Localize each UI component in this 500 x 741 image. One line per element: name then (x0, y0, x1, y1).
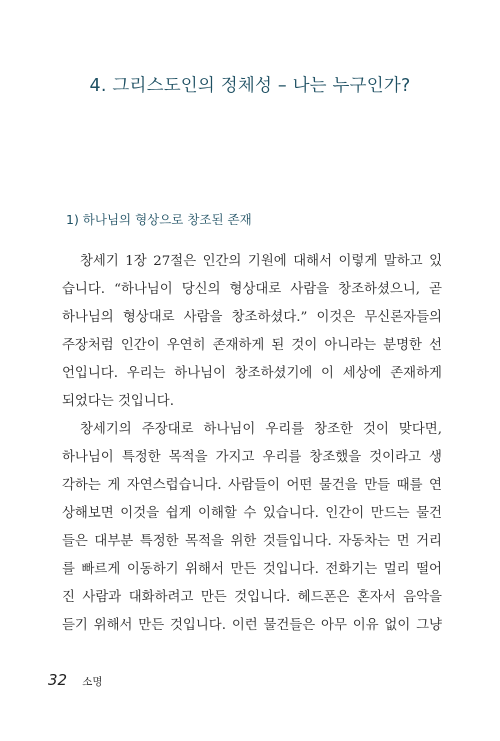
chapter-title: 4. 그리스도인의 정체성 – 나는 누구인가? (89, 76, 411, 96)
section-heading: 1) 하나님의 형상으로 창조된 존재 (66, 212, 252, 227)
paragraph-line: 듣기 위해서 만든 것입니다. 이런 물건들은 아무 이유 없이 그냥 (62, 618, 442, 633)
running-title: 소명 (82, 676, 103, 688)
paragraph-line: 주장처럼 인간이 우연히 존재하게 된 것이 아니라는 분명한 선 (62, 338, 442, 353)
paragraph-line: 창세기의 주장대로 하나님이 우리를 창조한 것이 맞다면, (80, 422, 442, 437)
page-footer (48, 670, 102, 689)
body-text (62, 248, 442, 640)
paragraph-line: 하나님이 특정한 목적을 가지고 우리를 창조했을 것이라고 생 (62, 450, 442, 465)
paragraph-line: 하나님의 형상대로 사람을 창조하셨다.” 이것은 무신론자들의 (62, 310, 442, 325)
paragraph-line: 되었다는 것입니다. (62, 394, 174, 409)
paragraph-line: 상해보면 이것을 쉽게 이해할 수 있습니다. 인간이 만드는 물건 (62, 506, 442, 521)
paragraph-line: 를 빠르게 이동하기 위해서 만든 것입니다. 전화기는 멀리 떨어 (62, 562, 442, 577)
paragraph-line: 언입니다. 우리는 하나님이 창조하셨기에 이 세상에 존재하게 (62, 366, 442, 381)
paragraph-line: 습니다. “하나님이 당신의 형상대로 사람을 창조하셨으니, 곧 (62, 282, 442, 297)
paragraph-line: 창세기 1장 27절은 인간의 기원에 대해서 이렇게 말하고 있 (80, 254, 442, 269)
paragraph-line: 들은 대부분 특정한 목적을 위한 것들입니다. 자동차는 먼 거리 (62, 534, 442, 549)
page-number: 32 (48, 671, 68, 689)
paragraph-line: 각하는 게 자연스럽습니다. 사람들이 어떤 물건을 만들 때를 연 (62, 478, 442, 493)
paragraph-line: 진 사람과 대화하려고 만든 것입니다. 헤드폰은 혼자서 음악을 (62, 590, 442, 605)
